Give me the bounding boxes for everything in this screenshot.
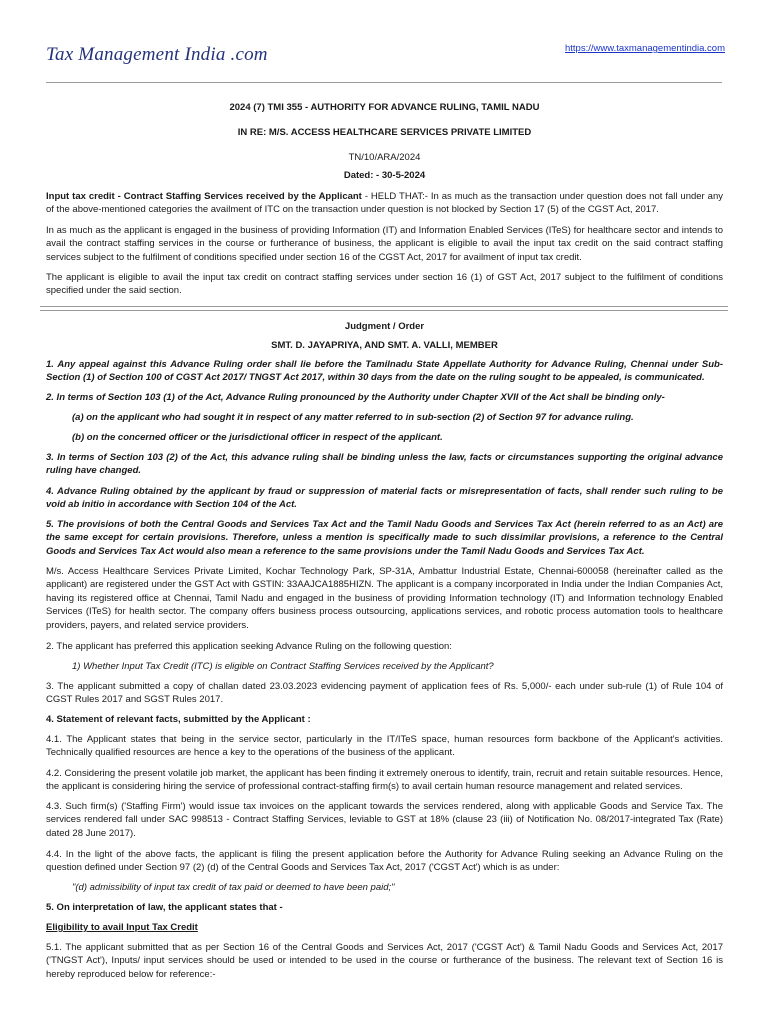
headnote-paragraph-3: The applicant is eligible to avail the input tax credit on contract staffing services under section 16 (1) of GST Act, 2017 subject to the fulfilment of conditions specified under the said section. <box>46 272 723 297</box>
case-citation: 2024 (7) TMI 355 - AUTHORITY FOR ADVANCE RULING, TAMIL NADU <box>229 102 540 113</box>
note-2: 2. In terms of Section 103 (1) of the Act, Advance Ruling pronounced by the Authority under Chapter XVII of the Act shall be binding only- <box>46 392 665 403</box>
headnote-paragraph-2: In as much as the applicant is engaged in the business of providing Information (IT) and Information Enabled Services (ITeS) for healthcare sector and intends to avail the contract staffing services in the course or furtherance of business, the applicant is eligible to avail the input tax credit on the said contract staffing services subject to the fulfilment of conditions specified under section 16 of the CGST Act, 2017 for availment of input tax credit. <box>46 225 723 263</box>
header-divider <box>46 82 722 83</box>
section-divider-2 <box>40 310 728 311</box>
paragraph-4-2: 4.2. Considering the present volatile job market, the applicant has been finding it extremely onerous to identify, train, recruit and retain suitable resources. Hence, the applicant is considering hiring the service of professional contract-staffing firm(s) to avail certain human resource management and related services. <box>46 768 723 793</box>
case-number: TN/10/ARA/2024 <box>348 152 421 163</box>
judgment-members: SMT. D. JAYAPRIYA, AND SMT. A. VALLI, MEMBER <box>271 340 498 351</box>
paragraph-4-3: 4.3. Such firm(s) ('Staffing Firm') would issue tax invoices on the applicant towards the services rendered, along with applicable Goods and Service Tax. The services rendered fall under SAC 998513 - Contract Staffing Services, leviable to GST at 18% (clause 23 (iii) of Notification No. 08/2017-integrated Tax (Rate) dated 28 June 2017). <box>46 801 723 839</box>
site-title: Tax Management India .com <box>46 44 268 65</box>
paragraph-4-heading: 4. Statement of relevant facts, submitted by the Applicant : <box>46 714 311 725</box>
section-divider-1 <box>40 306 728 307</box>
note-5: 5. The provisions of both the Central Goods and Services Tax Act and the Tamil Nadu Goods and Services Tax Act (herein referred to as an Act) are the same except for certain provisions. Therefore, unless a mention is specifically made to such dissimilar provisions, a reference to the Central Goods and Services Tax Act would also mean a reference to the same provisions under the Tamil Nadu Goods and Services Tax Act. <box>46 519 723 557</box>
paragraph-5-subheading: Eligibility to avail Input Tax Credit <box>46 922 198 933</box>
applicant-intro: M/s. Access Healthcare Services Private Limited, Kochar Technology Park, SP-31A, Ambattur Industrial Estate, Chennai-600058 (hereinafter called as the applicant) are registered under the GST Act with GSTIN: 33AAJCA1885HIZN. The applicant is a company incorporated in India under the Indian Companies Act, having its registered office at Chennai, Tamil Nadu and engaged in the business of providing Information technology (IT) and Information technology Enabled Services (ITeS) for health sector. The company offers business process outsourcing, applications services, and robotic process automation tools to healthcare providers, payers, and related service providers. <box>46 566 723 631</box>
note-2b: (b) on the concerned officer or the jurisdictional officer in respect of the applicant. <box>72 432 443 443</box>
headnote-paragraph-1 <box>46 190 723 217</box>
paragraph-4-4-quote: "(d) admissibility of input tax credit of tax paid or deemed to have been paid;" <box>72 882 395 893</box>
note-4: 4. Advance Ruling obtained by the applicant by fraud or suppression of material facts or misrepresentation of facts, shall render such ruling to be void ab initio in accordance with Section 104 of the Act. <box>46 486 723 511</box>
paragraph-5-heading: 5. On interpretation of law, the applicant states that - <box>46 902 283 913</box>
note-1: 1. Any appeal against this Advance Ruling order shall lie before the Tamilnadu State Appellate Authority for Advance Ruling, Chennai under Sub-Section (1) of Section 100 of CGST Act 2017/ TNGST Act 2017, within 30 days from the date on the ruling sought to be appealed, is communicated. <box>46 359 723 384</box>
paragraph-4-4: 4.4. In the light of the above facts, the applicant is filing the present application before the Authority for Advance Ruling seeking an Advance Ruling on the question defined under Section 97 (2) (d) of the Central Goods and Services Tax Act, 2017 ('CGST Act') which is as under: <box>46 849 723 874</box>
note-2a: (a) on the applicant who had sought it in respect of any matter referred to in sub-section (2) of Section 97 for advance ruling. <box>72 412 634 423</box>
case-in-re: IN RE: M/S. ACCESS HEALTHCARE SERVICES PRIVATE LIMITED <box>237 127 532 138</box>
judgment-heading: Judgment / Order <box>344 321 425 332</box>
note-3: 3. In terms of Section 103 (2) of the Act, this advance ruling shall be binding unless the law, facts or circumstances supporting the original advance ruling have changed. <box>46 452 723 477</box>
paragraph-3: 3. The applicant submitted a copy of challan dated 23.03.2023 evidencing payment of application fees of Rs. 5,000/- each under sub-rule (1) of Rule 104 of CGST Rules 2017 and SGST Rules 2017. <box>46 681 723 706</box>
site-url-link[interactable]: https://www.taxmanagementindia.com <box>565 43 725 54</box>
headnote-subject: Input tax credit - Contract Staffing Services received by the Applicant <box>46 191 362 202</box>
paragraph-4-1: 4.1. The Applicant states that being in the service sector, particularly in the IT/ITeS space, human resources form backbone of the Applicant's activities. Technically qualified resources are hence a key to the operations of the business of the applicant. <box>46 734 723 759</box>
case-dated: Dated: - 30-5-2024 <box>343 170 426 181</box>
headnote-held: - HELD THAT:- In as much as the transaction under question does not fall under any of the above-mentioned categories the availment of ITC on the transaction under question is not blocked by Section 17 (5) of the CGST Act, 2017. <box>46 191 723 216</box>
question-1: 1) Whether Input Tax Credit (ITC) is eligible on Contract Staffing Services received by the Applicant? <box>72 661 494 672</box>
paragraph-5-1: 5.1. The applicant submitted that as per Section 16 of the Central Goods and Services Act, 2017 ('CGST Act') & Tamil Nadu Goods and Services Act, 2017 ('TNGST Act'), Inputs/ input services should be used or intended to be used in the course or furtherance of the business. The relevant text of Section 16 is hereby reproduced below for reference:- <box>46 942 723 980</box>
question-intro: 2. The applicant has preferred this application seeking Advance Ruling on the following question: <box>46 641 452 652</box>
